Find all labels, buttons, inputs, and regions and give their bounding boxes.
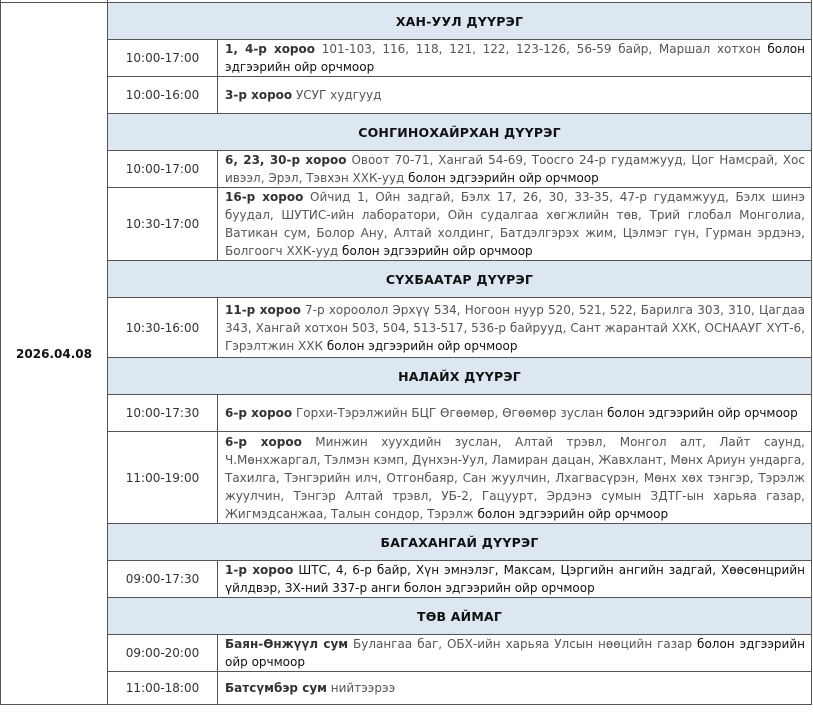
- khoroo-label: 6, 23, 30-р хороо: [225, 153, 347, 167]
- table-row: [1, 672, 812, 705]
- tail-text: болон эдгээрийн ойр орчмоор: [607, 406, 798, 420]
- tail-text: болон эдгээрийн ойр орчмоор: [408, 171, 599, 185]
- location-cell: [218, 298, 812, 358]
- district-heading: ТӨВ АЙМАГ: [108, 598, 812, 635]
- time-cell: 10:30-17:00: [108, 188, 218, 261]
- district-heading: НАЛАЙХ ДҮҮРЭГ: [108, 358, 812, 395]
- location-cell: [218, 151, 812, 188]
- places-text: УСУГ худгууд: [292, 88, 382, 102]
- khoroo-label: Батсүмбэр сум: [225, 681, 327, 695]
- table-row: [1, 561, 812, 598]
- location-cell: [218, 40, 812, 77]
- table-row: [1, 151, 812, 188]
- tail-text: ШТС, 4, 6-р байр, Хүн эмнэлэг, Максам, Цэргийн ангийн задгай, Хөөсөнцрийн үйлдвэр, ЗХ-ний 337-р анги болон эдгээрийн ойр орчмоор: [225, 563, 805, 595]
- khoroo-label: 6-р хороо: [225, 434, 302, 449]
- district-heading: СОНГИНОХАЙРХАН ДҮҮРЭГ: [108, 114, 812, 151]
- date-cell: 2026.04.08: [1, 3, 108, 705]
- khoroo-label: Баян-Өнжүүл сум: [225, 637, 349, 651]
- khoroo-label: 1, 4-р хороо: [225, 42, 316, 56]
- time-cell: 10:00-17:00: [108, 151, 218, 188]
- places-text: Овоот 70-71, Хангай 54-69, Тоосго 24-р гудамжууд, Цог Намсрай, Хос ивээл, Эрэл, Тэвхэн ХХК-ууд: [225, 153, 805, 185]
- khoroo-label: 6-р хороо: [225, 406, 293, 420]
- time-cell: 10:00-17:30: [108, 395, 218, 432]
- table-row: [1, 635, 812, 672]
- time-cell: 09:00-20:00: [108, 635, 218, 672]
- district-row: [1, 114, 812, 151]
- tail-text: болон эдгээрийн ойр орчмоор: [326, 338, 518, 353]
- location-cell: [218, 188, 812, 261]
- tail-text: болон эдгээрийн ойр орчмоор: [225, 637, 805, 669]
- khoroo-label: 3-р хороо: [225, 88, 293, 102]
- location-cell: [218, 561, 812, 598]
- district-heading: СҮХБААТАР ДҮҮРЭГ: [108, 261, 812, 298]
- district-row: [1, 261, 812, 298]
- khoroo-label: 11-р хороо: [225, 302, 301, 317]
- tail-text: болон эдгээрийн ойр орчмоор: [477, 506, 669, 521]
- location-cell: [218, 635, 812, 672]
- time-cell: 11:00-19:00: [108, 432, 218, 524]
- places-text: Минжин хуухдийн зуслан, Алтай трэвл, Монгол алт, Лайт саунд, Ч.Мөнхжаргал, Тэлмэн кэмп, Дүнхэн-Уул, Ламиран дацан, Жавхлант, Мөнх Ариун ундарга, Тахилга, Тэнгэрийн илч, Отгонбаяр, Сан жуулчин, Лхагвасүрэн, Мөнх хөх тэнгэр, Тэрэлж жуулчин, Тэнгэр Алтай трэвл, УБ-2, Гацуурт, Эрдэнэ сумын ЗДТГ-ын харьяа газар, Жигмэдсанжаа, Талын сондор, Тэрэлж: [225, 434, 805, 521]
- table-row: [1, 298, 812, 358]
- district-heading: БАГАХАНГАЙ ДҮҮРЭГ: [108, 524, 812, 561]
- district-row: [1, 3, 812, 40]
- time-cell: 10:00-16:00: [108, 77, 218, 114]
- table-row: [1, 188, 812, 261]
- table-row: [1, 77, 812, 114]
- tail-text: болон эдгээрийн ойр орчмоор: [342, 244, 533, 258]
- table-row: [1, 432, 812, 524]
- places-text: Булангаа баг, ОБХ-ийн харьяа Улсын нөөцийн газар: [348, 637, 698, 651]
- district-row: [1, 358, 812, 395]
- location-cell: [218, 77, 812, 114]
- time-cell: 09:00-17:30: [108, 561, 218, 598]
- district-heading: ХАН-УУЛ ДҮҮРЭГ: [108, 3, 812, 40]
- time-cell: 11:00-18:00: [108, 672, 218, 705]
- time-cell: 10:30-16:00: [108, 298, 218, 358]
- tail-text: болон эдгээрийн ойр орчмоор: [225, 42, 805, 74]
- places-text: Горхи-Тэрэлжийн БЦГ Өгөөмөр, Өгөөмөр зуслан: [292, 406, 608, 420]
- places-text: 7-р хороолол Эрхүү 534, Ногоон нуур 520, 521, 522, Барилга 303, 310, Цагдаа 343, Хангай хотхон 503, 504, 513-517, 536-р байрууд, Сант жарантай ХХК, ОСНААУГ ХҮТ-6, Гэрэлтжин ХХК: [225, 302, 805, 353]
- khoroo-label: 1-р хороо: [225, 563, 294, 577]
- time-cell: 10:00-17:00: [108, 40, 218, 77]
- location-cell: [218, 395, 812, 432]
- places-text: нийтээрээ: [326, 681, 396, 695]
- table-row: [1, 395, 812, 432]
- places-text: Ойчид 1, Ойн задгай, Бэлх 17, 26, 30, 33-35, 47-р гудамжууд, Бэлх шинэ буудал, ШУТИС-ийн лаборатори, Ойн судалгаа хөгжлийн төв, Трий глобал Монголиа, Ватикан сум, Болор Ану, Алтай холдинг, Батдэлгэрэх жим, Цэлмэг гүн, Гурман эрдэнэ, Болгоогч ХХК-ууд: [225, 190, 805, 258]
- district-row: [1, 598, 812, 635]
- table-row: [1, 40, 812, 77]
- places-text: 101-103, 116, 118, 121, 122, 123-126, 56-59 байр, Маршал хотхон: [315, 42, 768, 56]
- khoroo-label: 16-р хороо: [225, 190, 304, 204]
- location-cell: [218, 432, 812, 524]
- district-row: [1, 524, 812, 561]
- location-cell: [218, 672, 812, 705]
